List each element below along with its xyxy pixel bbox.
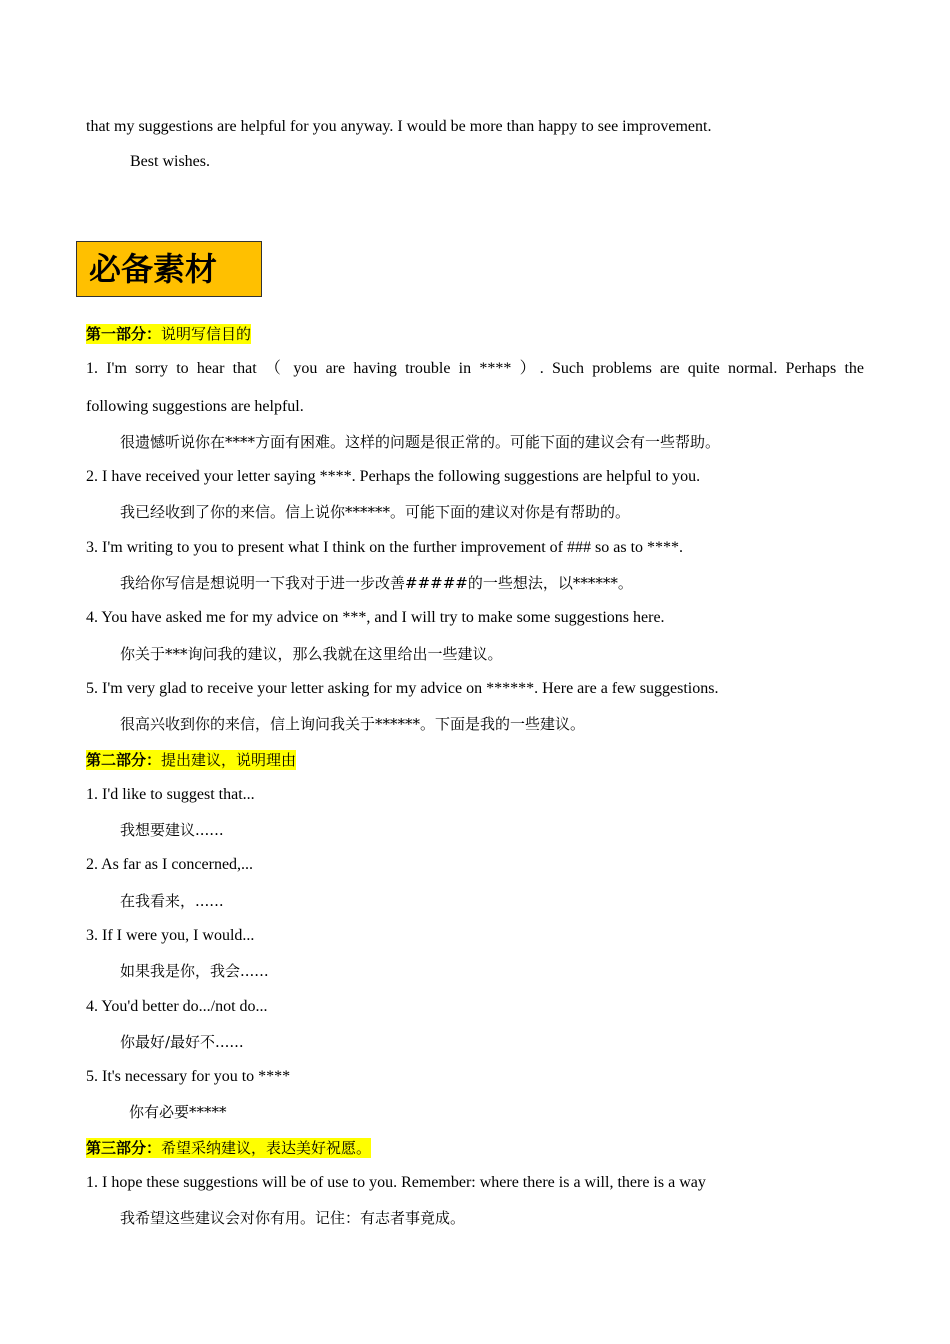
part1-item4-en: 4. You have asked me for my advice on ***, and I will try to make some suggestions here. — [86, 609, 665, 626]
part1-item1-en-b: following suggestions are helpful. — [86, 398, 304, 415]
part1-title: 说明写信目的 — [161, 325, 252, 343]
intro-paragraph: that my suggestions are helpful for you anyway. I would be more than happy to see improvement. — [86, 118, 712, 135]
part2-title: 提出建议，说明理由 — [161, 751, 297, 769]
part2-item1-cn: 我想要建议...... — [120, 821, 224, 839]
part2-item3-en: 3. If I were you, I would... — [86, 927, 255, 944]
part1-item1-en-a: 1. I'm sorry to hear that （ you are having trouble in **** ）. Such problems are quite normal. Perhaps the — [86, 360, 864, 377]
part2-item4-cn: 你最好/最好不...... — [120, 1033, 244, 1051]
part3-item1-cn: 我希望这些建议会对你有用。记住：有志者事竟成。 — [120, 1209, 466, 1227]
part1-item5-cn: 很高兴收到你的来信，信上询问我关于******。下面是我的一些建议。 — [120, 715, 586, 733]
part2-item3-cn: 如果我是你，我会...... — [120, 962, 269, 980]
part1-item2-en: 2. I have received your letter saying ****. Perhaps the following suggestions are helpful to you. — [86, 468, 701, 485]
part1-item2-cn: 我已经收到了你的来信。信上说你******。可能下面的建议对你是有帮助的。 — [120, 503, 631, 521]
part1-item1-cn: 很遗憾听说你在****方面有困难。这样的问题是很正常的。可能下面的建议会有一些帮助。 — [120, 433, 721, 451]
part3-label: 第三部分： — [86, 1139, 162, 1157]
part2-item5-cn: 你有必要***** — [129, 1103, 227, 1121]
part2-item5-en: 5. It's necessary for you to **** — [86, 1068, 291, 1085]
part1-item5-en: 5. I'm very glad to receive your letter asking for my advice on ******. Here are a few suggestions. — [86, 680, 719, 697]
part2-heading — [86, 750, 296, 770]
part1-item3-cn: 我给你写信是想说明一下我对于进一步改善#####的一些想法，以******。 — [120, 574, 633, 592]
part1-item4-cn: 你关于***询问我的建议，那么我就在这里给出一些建议。 — [120, 645, 503, 663]
part1-item3-en: 3. I'm writing to you to present what I think on the further improvement of ### so as to ****. — [86, 539, 684, 556]
part3-title: 希望采纳建议，表达美好祝愿。 — [161, 1139, 372, 1157]
part1-label: 第一部分： — [86, 325, 162, 343]
section-banner — [76, 241, 262, 297]
part1-heading — [86, 324, 251, 344]
banner-title: 必备素材 — [89, 250, 218, 288]
closing-line: Best wishes. — [130, 153, 210, 170]
part2-item2-en: 2. As far as I concerned,... — [86, 856, 254, 873]
part3-heading — [86, 1138, 371, 1158]
part2-item2-cn: 在我看来，...... — [120, 892, 224, 910]
part2-item4-en: 4. You'd better do.../not do... — [86, 998, 268, 1015]
part2-item1-en: 1. I'd like to suggest that... — [86, 786, 255, 803]
part2-label: 第二部分： — [86, 751, 162, 769]
part3-item1-en: 1. I hope these suggestions will be of use to you. Remember: where there is a will, there is a way — [86, 1174, 706, 1191]
